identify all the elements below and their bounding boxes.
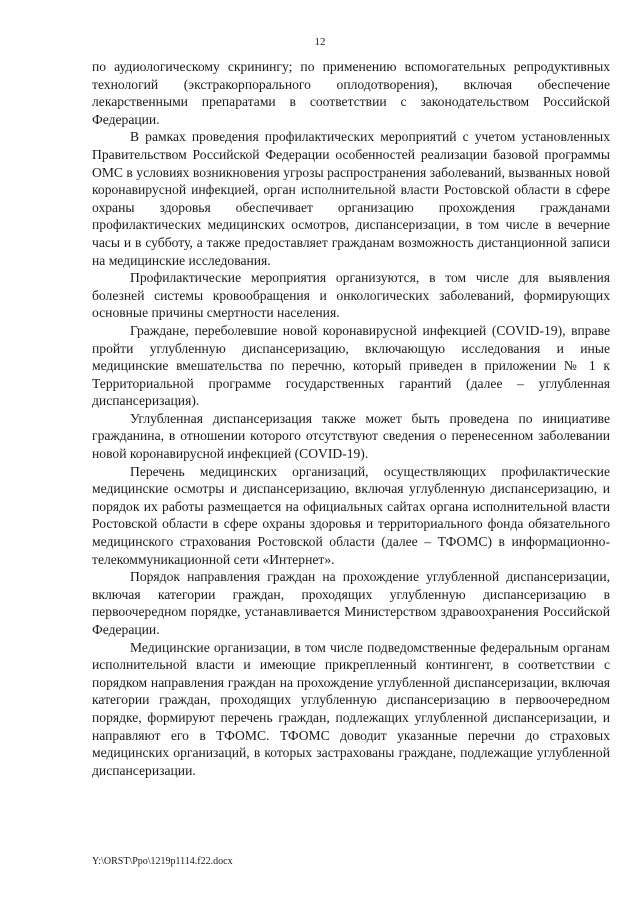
paragraph-citizen-initiative: Углубленная диспансеризация также может быть проведена по инициативе гражданина, в отношении которого отсутствуют сведения о перенесенном заболевании новой коронавирусной инфекцией (COVID-19). bbox=[92, 410, 610, 462]
footer-file-path: Y:\ORST\Ppo\1219p1114.f22.docx bbox=[92, 856, 233, 867]
paragraph-medical-organizations: Медицинские организации, в том числе подведомственные федеральным органам исполнительной власти и имеющие прикрепленный контингент, в соответствии с порядком направления граждан на прохождение углубленной диспансеризации, включая категории граждан, проходящих углубленную диспансеризацию в первоочередном порядке, формируют перечень граждан, подлежащих углубленной диспансеризации, и направляют его в ТФОМС. ТФОМС доводит указанные перечни до страховых медицинских организаций, в которых застрахованы граждане, подлежащие углубленной диспансеризации. bbox=[92, 639, 610, 778]
paragraph-screening-continuation: по аудиологическому скринингу; по применению вспомогательных репродуктивных технологий (экстракорпорального оплодотворения), включая обеспечение лекарственными препаратами в соответствии с законодательством Российской Федерации. bbox=[92, 59, 610, 127]
paragraph-covid-dispensarization: Граждане, переболевшие новой коронавирусной инфекцией (COVID-19), вправе пройти углубленную диспансеризацию, включающую исследования и иные медицинские вмешательства по перечню, который приведен в приложении № 1 к Территориальной программе государственных гарантий (далее – углубленная диспансеризация). bbox=[92, 322, 610, 409]
paragraph-preventive-purpose: Профилактические мероприятия организуются, в том числе для выявления болезней системы кровообращения и онкологических заболеваний, формирующих основные причины смертности населения. bbox=[92, 270, 610, 321]
paragraph-referral-procedure: Порядок направления граждан на прохождение углубленной диспансеризации, включая категории граждан, проходящих углубленную диспансеризацию в первоочередном порядке, устанавливается Министерством здравоохранения Российской Федерации. bbox=[92, 569, 610, 637]
page-number: 12 bbox=[314, 36, 326, 48]
paragraph-organizations-list: Перечень медицинских организаций, осуществляющих профилактические медицинские осмотры и диспансеризацию, включая углубленную диспансеризацию, и порядок их работы размещается на официальных сайтах органа исполнительной власти Ростовской области в сфере охраны здоровья и территориального фонда обязательного медицинского страхования Ростовской области (далее – ТФОМС) в информационно-телекоммуникационной сети «Интернет». bbox=[92, 463, 610, 567]
paragraph-preventive-measures: В рамках проведения профилактических мероприятий с учетом установленных Правительством Российской Федерации особенностей реализации базовой программы ОМС в условиях возникновения угрозы распространения заболеваний, вызванных новой коронавирусной инфекцией, орган исполнительной власти Ростовской области в сфере охраны здоровья обеспечивает организацию прохождения гражданами профилактических медицинских осмотров, диспансеризации, в том числе в вечерние часы и в субботу, а также предоставляет гражданам возможность дистанционной записи на медицинские исследования. bbox=[92, 129, 610, 268]
document-body bbox=[92, 58, 610, 779]
